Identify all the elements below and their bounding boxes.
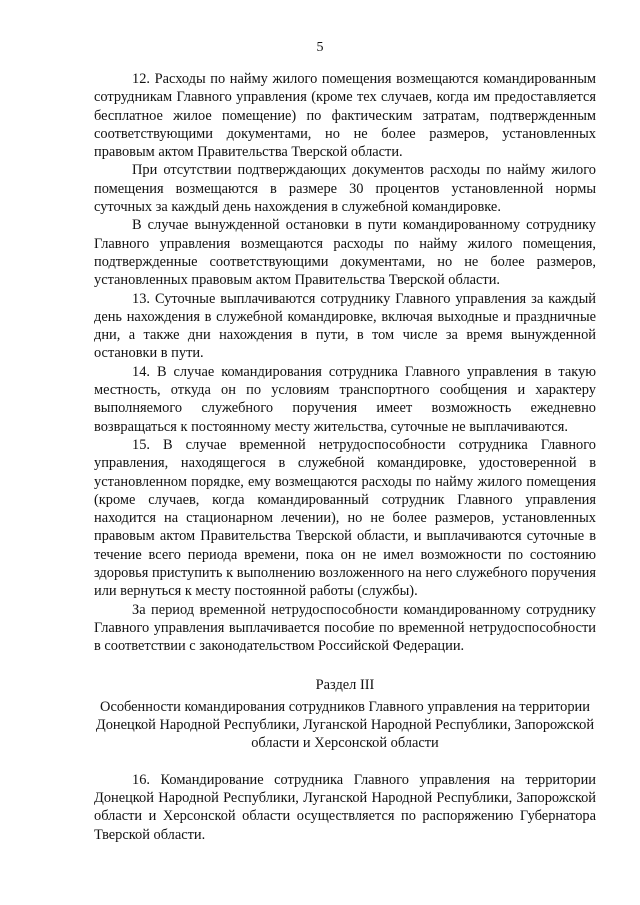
paragraph-12: 12. Расходы по найму жилого помещения возмещаются командированным сотрудникам Главного управления (кроме тех случаев, когда им предоставляется бесплатное жилое помещение) по фактическим затратам, подтвержденным соответствующими документами, но не более размеров, установленных правовым актом Правительства Тверской области. [94,71,596,161]
paragraph-14: 14. В случае командирования сотрудника Главного управления в такую местность, откуда он по условиям транспортного сообщения и характеру выполняемого служебного поручения имеет возможность ежедневно возвращаться к постоянному месту жительства, суточные не выплачиваются. [94,363,596,435]
page-number: 5 [316,40,324,55]
section-number: Раздел III [315,676,375,693]
paragraph-15-benefit: За период временной нетрудоспособности командированному сотруднику Главного управления выплачивается пособие по временной нетрудоспособности в соответствии с законодательством Российской Федерации. [94,601,596,655]
paragraph-12-no-documents: При отсутствии подтверждающих документов расходы по найму жилого помещения возмещаются в размере 30 процентов установленной нормы суточных за каждый день нахождения в служебной командировке. [94,162,596,216]
paragraph-16: 16. Командирование сотрудника Главного управления на территории Донецкой Народной Республики, Луганской Народной Республики, Запорожской области и Херсонской области осуществляется по распоряжению Губернатора Тверской области. [94,771,596,843]
section-heading [94,676,596,753]
paragraph-12-forced-stop: В случае вынужденной остановки в пути командированному сотруднику Главного управления возмещаются расходы по найму жилого помещения, подтвержденные соответствующими документами, но не более размеров, установленных правовым актом Правительства Тверской области. [94,217,596,289]
document-body [94,70,596,844]
section-title: Особенности командирования сотрудников Главного управления на территории Донецкой Народной Республики, Луганской Народной Республики, Запорожской области и Херсонской области [95,698,595,752]
paragraph-13: 13. Суточные выплачиваются сотруднику Главного управления за каждый день нахождения в служебной командировке, включая выходные и праздничные дни, а также дни нахождения в пути, в том числе за время вынужденной остановки в пути. [94,290,596,362]
paragraph-15: 15. В случае временной нетрудоспособности сотрудника Главного управления, находящегося в служебной командировке, удостоверенной в установленном порядке, ему возмещаются расходы по найму жилого помещения (кроме случаев, когда командированный сотрудник Главного управления находится на стационарном лечении), но не более размеров, установленных правовым актом Правительства Тверской области, и выплачиваются суточные в течение всего периода времени, пока он не имел возможности по состоянию здоровья приступить к выполнению возложенного на него служебного поручения или вернуться к месту постоянной работы (службы). [94,436,596,600]
